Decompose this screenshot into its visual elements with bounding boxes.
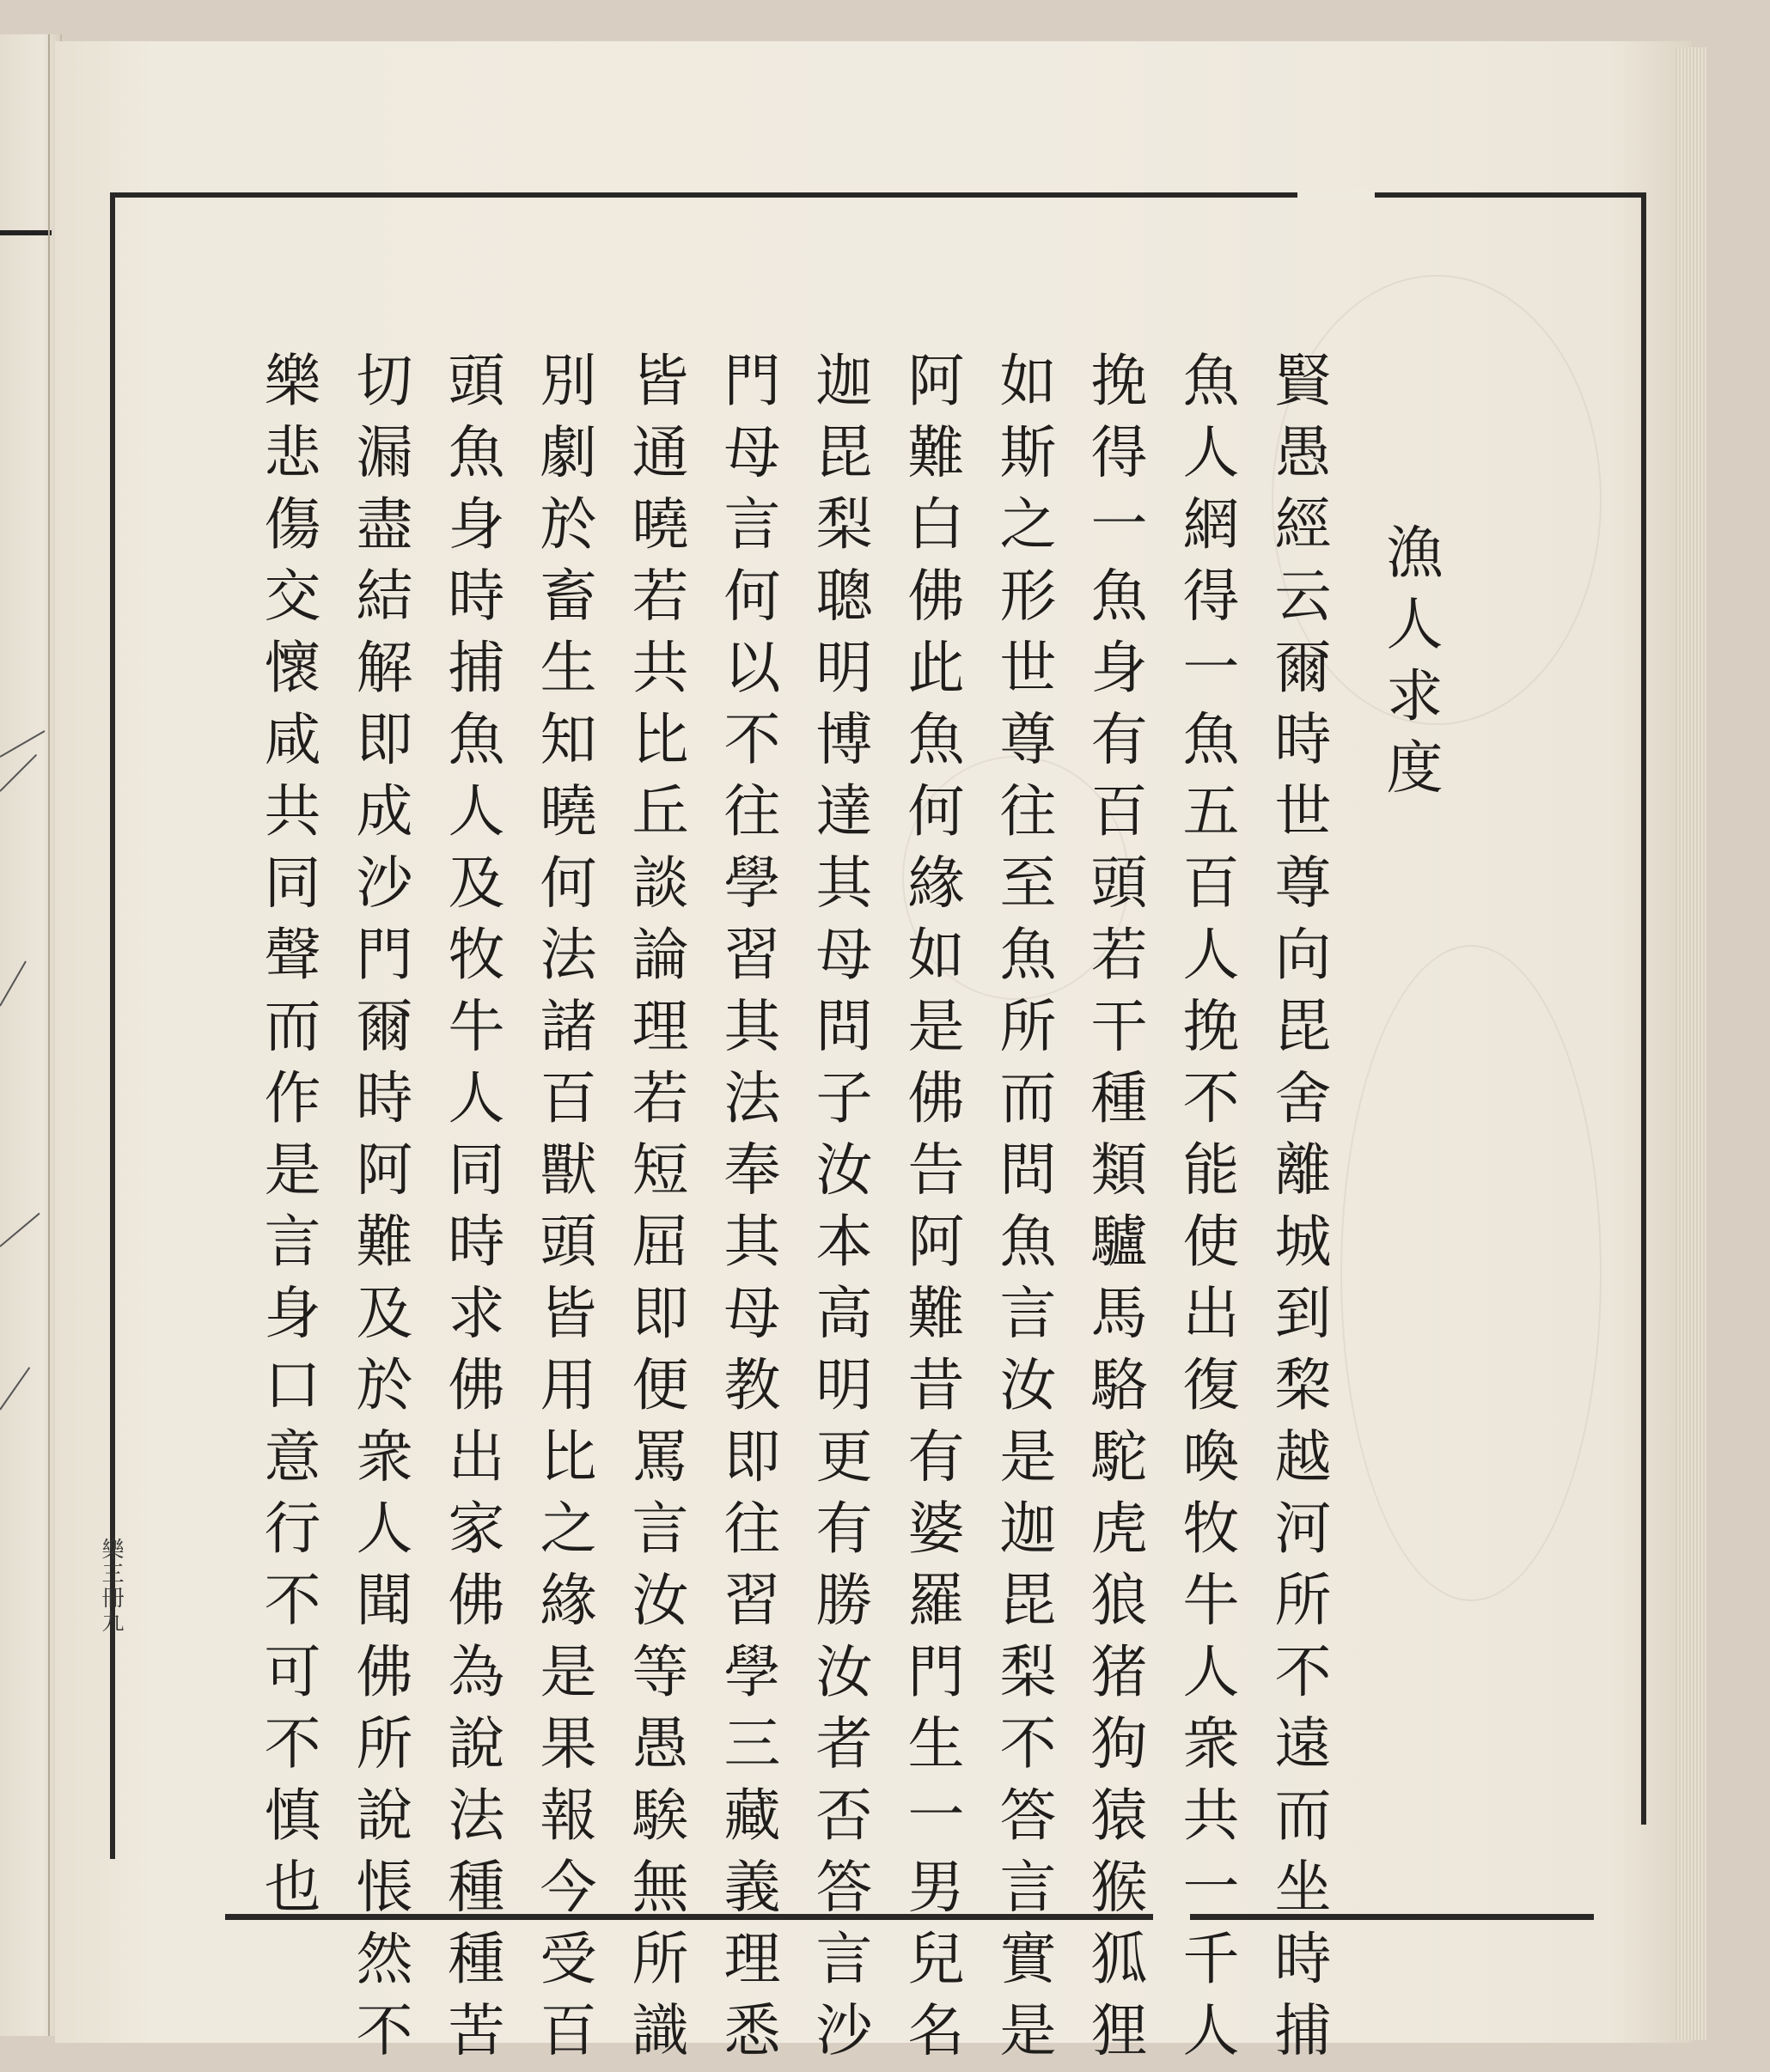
text-column-3: 挽得一魚身有百頭若干種類驢馬駱駝虎狼猪狗猿猴狐狸: [1081, 350, 1147, 2072]
margin-page-label: 樂三冊九: [98, 1538, 124, 1634]
text-column-11: 切漏盡結解即成沙門爾時阿難及於衆人聞佛所說悵然不: [346, 350, 412, 2072]
facing-page-sketch-line: [0, 754, 37, 792]
text-column-7: 門母言何以不往學習其法奉其母教即往習學三藏義理悉: [714, 350, 780, 2072]
frame-border-bottom: [1190, 1914, 1594, 1920]
show-through-figure: [1340, 945, 1602, 1601]
page-stack-edge: [1675, 47, 1706, 2040]
facing-page-sketch-line: [0, 1213, 40, 1247]
text-column-10: 頭魚身時捕魚人及牧牛人同時求佛出家佛為說法種種苦: [438, 350, 504, 2072]
text-column-12: 樂悲傷交懷咸共同聲而作是言身口意行不可不慎也: [254, 350, 320, 1929]
text-column-4: 如斯之形世尊往至魚所而問魚言汝是迦毘梨不答言實是: [990, 350, 1056, 2072]
text-column-9: 別劇於畜生知曉何法諸百獸頭皆用比之緣是果報今受百: [530, 350, 596, 2072]
text-column-1: 賢愚經云爾時世尊向毘舍離城到棃越河所不遠而坐時捕: [1265, 350, 1331, 2072]
page-title: 漁人求度: [1376, 522, 1443, 809]
facing-page-sketch-line: [0, 1367, 30, 1410]
text-column-5: 阿難白佛此魚何緣如是佛告阿難昔有婆羅門生一男兒名: [898, 350, 964, 2072]
text-column-2: 魚人網得一魚五百人挽不能使出復喚牧牛人衆共一千人: [1173, 350, 1239, 2072]
facing-page-edge: [0, 34, 62, 2036]
frame-border-right: [1641, 192, 1646, 1825]
frame-border-top: [112, 192, 1643, 198]
facing-page-rule: [0, 230, 52, 235]
facing-page-rule: [48, 34, 50, 2036]
frame-border-gap: [1297, 191, 1375, 199]
text-column-6: 迦毘梨聰明博達其母問子汝本高明更有勝汝者否答言沙: [806, 350, 872, 2072]
facing-page-sketch-line: [0, 961, 27, 1007]
text-column-8: 皆通曉若共比丘談論理若短屈即便罵言汝等愚騃無所識: [622, 350, 688, 2072]
facing-page-sketch-line: [0, 730, 45, 758]
